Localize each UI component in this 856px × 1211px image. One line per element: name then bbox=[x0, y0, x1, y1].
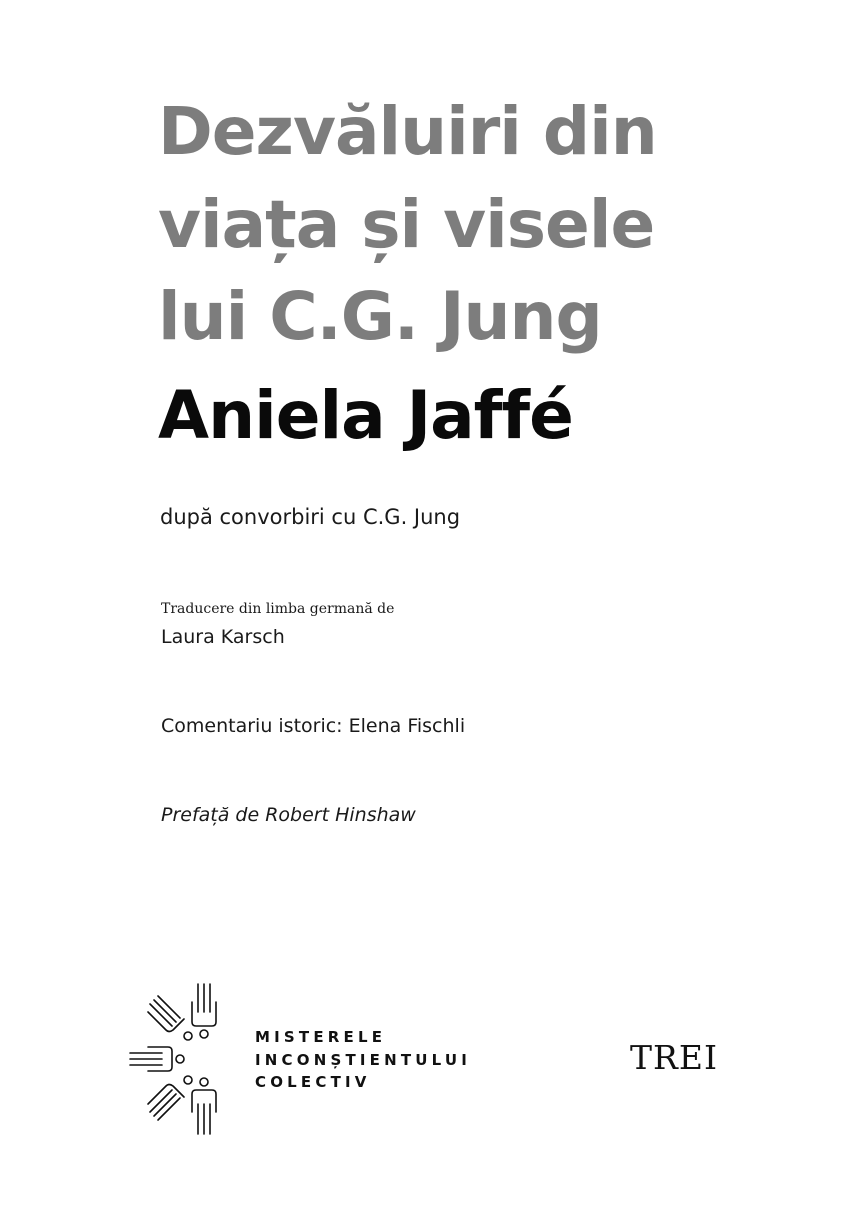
figures-circle-icon bbox=[128, 982, 224, 1136]
series-name-line-1: MISTERELE bbox=[255, 1028, 387, 1046]
translation-label: Traducere din limba germană de bbox=[161, 601, 395, 617]
publisher-logo: TREI bbox=[630, 1038, 718, 1077]
translator-name: Laura Karsch bbox=[161, 626, 285, 648]
book-title-line-3: lui C.G. Jung bbox=[158, 278, 602, 355]
series-name-line-3: COLECTIV bbox=[255, 1073, 371, 1091]
book-title-line-1: Dezvăluiri din bbox=[158, 93, 657, 170]
series-name-line-2: INCONȘTIENTULUI bbox=[255, 1050, 472, 1069]
preface-credit: Prefață de Robert Hinshaw bbox=[161, 804, 416, 826]
series-name bbox=[255, 1026, 471, 1094]
subtitle: după convorbiri cu C.G. Jung bbox=[160, 505, 461, 529]
book-title-line-2: viața și visele bbox=[158, 186, 655, 263]
historical-commentary: Comentariu istoric: Elena Fischli bbox=[161, 715, 466, 737]
author-name: Aniela Jaffé bbox=[158, 377, 573, 454]
